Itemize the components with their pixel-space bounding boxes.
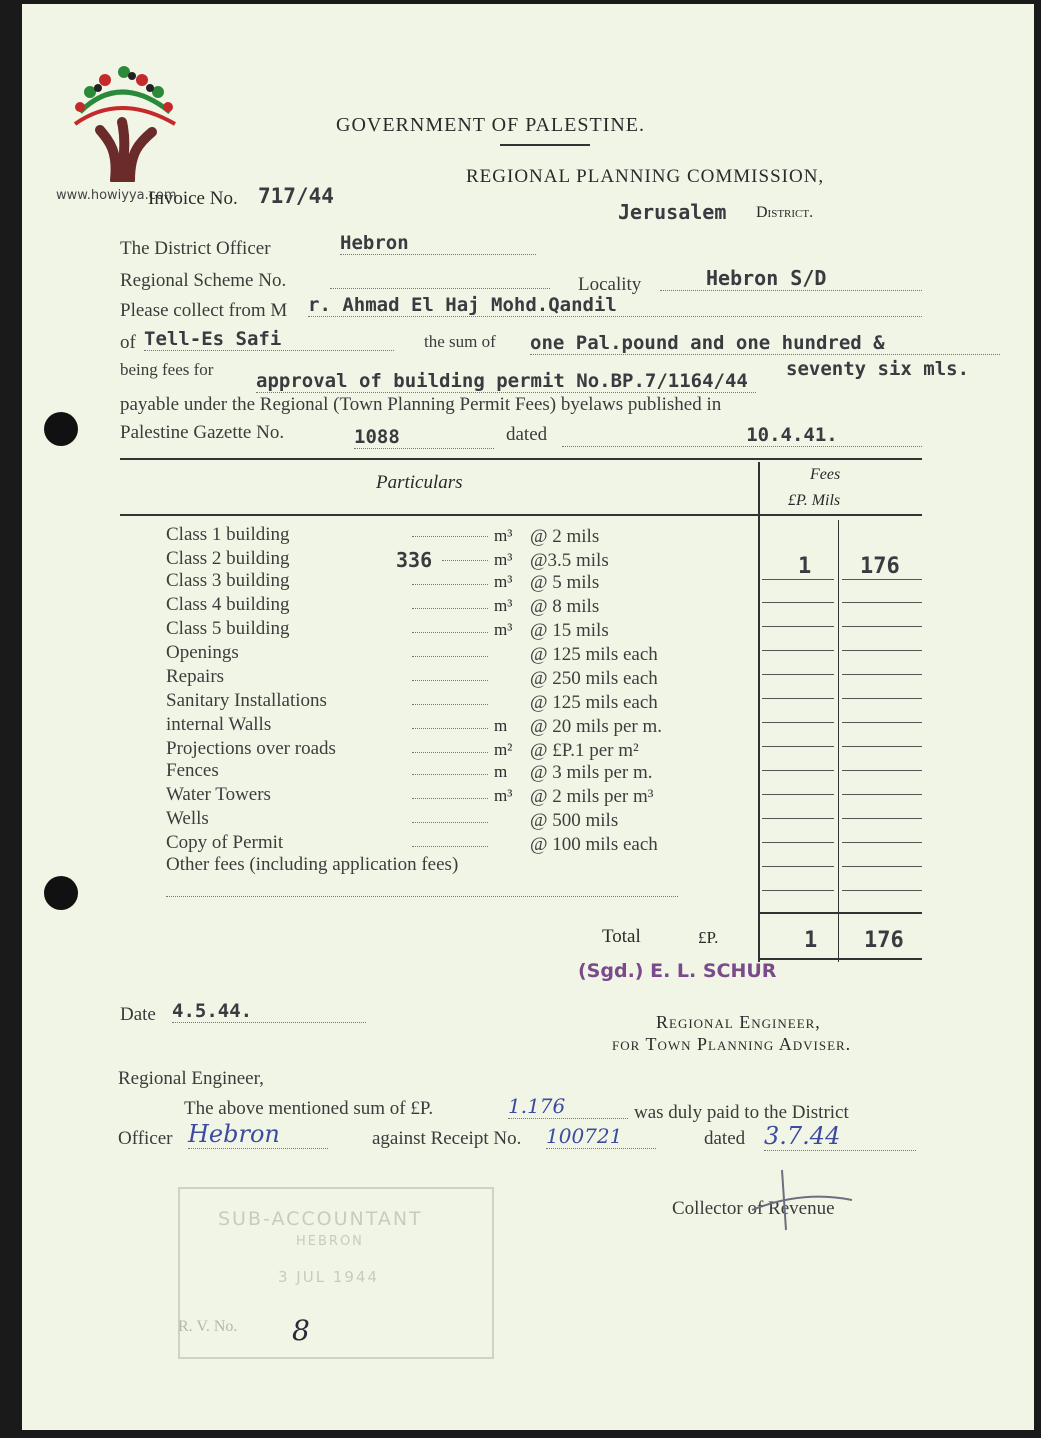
gazette-label: Palestine Gazette No. (120, 422, 285, 443)
table-row-name: Class 2 building (166, 548, 290, 569)
receipt-dated-label: dated (704, 1128, 746, 1149)
rate: @ 2 mils (530, 526, 600, 547)
table-row-name: Sanitary Installations (166, 690, 327, 711)
rv-value: 8 (292, 1314, 310, 1347)
table-row-name: Wells (166, 808, 209, 829)
qty-leader (412, 632, 488, 633)
rate: @ 20 mils per m. (530, 716, 663, 737)
stamp-line2: HEBRON (296, 1234, 364, 1249)
stamp-line1: SUB-ACCOUNTANT (218, 1208, 423, 1230)
receipt-amount: 1.176 (508, 1094, 628, 1119)
fee-row-rule (762, 818, 834, 819)
qty-leader (412, 822, 488, 823)
unit: m³ (494, 572, 513, 591)
fee-row-rule (762, 722, 834, 723)
total-label: Total (602, 926, 641, 947)
invoice-number: 717/44 (258, 184, 334, 208)
rate: @ 500 mils (530, 810, 619, 831)
fee-row-rule (842, 770, 922, 771)
date-value: 4.5.44. (172, 1000, 366, 1023)
fee-row-rule (842, 602, 922, 603)
qty-leader (412, 584, 488, 585)
signature-stamp: (Sgd.) E. L. SCHUR (578, 960, 777, 982)
qty-leader (412, 680, 488, 681)
fee-row-rule (842, 794, 922, 795)
invoice-label: Invoice No. (148, 188, 238, 209)
fees-for-label: being fees for (120, 360, 214, 379)
receipt-line1-prefix: The above mentioned sum of £P. (184, 1098, 434, 1119)
qty-leader (412, 704, 488, 705)
qty-leader (412, 536, 488, 537)
fee-row-rule (842, 698, 922, 699)
tree-logo-icon (60, 52, 190, 182)
total-top-rule (758, 912, 922, 914)
table-row-name: Class 4 building (166, 594, 290, 615)
collector-label: Collector of Revenue (672, 1198, 835, 1219)
qty-leader (412, 728, 488, 729)
total-pounds: 1 (804, 928, 818, 953)
officer-value: Hebron (340, 232, 536, 255)
unit: m (494, 716, 508, 735)
table-top-rule (120, 458, 922, 460)
scheme-label: Regional Scheme No. (120, 270, 287, 291)
fee-row-rule (762, 602, 834, 603)
signature-title-2: for Town Planning Adviser. (612, 1034, 852, 1054)
unit: m³ (494, 786, 513, 805)
sum-label: the sum of (424, 332, 496, 351)
district-value: Jerusalem (618, 200, 727, 224)
total-currency: £P. (698, 928, 719, 947)
fees-subheader: £P. Mils (788, 492, 841, 509)
fee-row-rule (842, 842, 922, 843)
receipt-number-label: against Receipt No. (372, 1128, 522, 1149)
fee-row-rule (842, 674, 922, 675)
sum-value-line2: seventy six mls. (786, 358, 970, 380)
unit: m³ (494, 620, 513, 639)
rate: @ 5 mils (530, 572, 600, 593)
qty-leader (412, 656, 488, 657)
receipt-line1-suffix: was duly paid to the District (634, 1102, 849, 1123)
logo (60, 52, 190, 182)
gazette-dated-value: 10.4.41. (562, 424, 922, 447)
receipt-officer-label: Officer (118, 1128, 173, 1149)
qty-leader (442, 560, 488, 561)
fees-for-value: approval of building permit No.BP.7/1164/44 (256, 370, 756, 393)
unit: m³ (494, 550, 513, 569)
date-label: Date (120, 1004, 156, 1025)
receipt-dated-value: 3.7.44 (764, 1122, 916, 1151)
title-rule (500, 144, 590, 146)
fee-pounds: 1 (798, 554, 812, 579)
fee-row-rule (762, 866, 834, 867)
collect-label: Please collect from M (120, 300, 288, 321)
fee-row-rule (762, 650, 834, 651)
fee-row-rule (762, 626, 834, 627)
qty-leader (412, 798, 488, 799)
fees-header: Fees (810, 466, 841, 483)
qty-leader (412, 608, 488, 609)
gazette-dated-label: dated (506, 424, 548, 445)
other-fees-leader (166, 896, 678, 897)
table-row-name: Other fees (including application fees) (166, 854, 459, 875)
fees-mid-rule (838, 520, 839, 962)
rate: @3.5 mils (530, 550, 609, 571)
table-row-name: Copy of Permit (166, 832, 284, 853)
total-bottom-rule (758, 958, 922, 960)
fee-row-rule (762, 794, 834, 795)
rv-label: R. V. No. (178, 1318, 238, 1335)
of-value: Tell-Es Safi (144, 328, 394, 351)
fee-row-rule (762, 890, 834, 891)
qty-leader (412, 752, 488, 753)
rate: @ 8 mils (530, 596, 600, 617)
fee-row-rule (762, 579, 834, 580)
collector-signature-mark (742, 1150, 862, 1240)
receipt-number: 100721 (546, 1124, 656, 1149)
locality-label: Locality (578, 274, 642, 295)
collect-value: r. Ahmad El Haj Mohd.Qandil (308, 294, 922, 317)
binder-hole (44, 412, 78, 446)
table-row-name: Repairs (166, 666, 225, 687)
qty-leader (412, 846, 488, 847)
receipt-salutation: Regional Engineer, (118, 1068, 264, 1089)
rate: @ 15 mils (530, 620, 609, 641)
table-row-name: Class 3 building (166, 570, 290, 591)
fee-row-rule (842, 818, 922, 819)
rate: @ 125 mils each (530, 692, 658, 713)
qty-leader (412, 774, 488, 775)
rate: @ £P.1 per m² (530, 740, 639, 761)
unit: m (494, 762, 508, 781)
fee-row-rule (842, 722, 922, 723)
fee-row-rule (762, 746, 834, 747)
table-row-name: Class 1 building (166, 524, 290, 545)
table-row-name: internal Walls (166, 714, 272, 735)
fee-row-rule (842, 650, 922, 651)
fee-row-rule (762, 842, 834, 843)
fee-row-rule (762, 674, 834, 675)
rate: @ 100 mils each (530, 834, 658, 855)
unit: m³ (494, 526, 513, 545)
table-row-name: Projections over roads (166, 738, 336, 759)
fee-row-rule (842, 866, 922, 867)
table-row-name: Class 5 building (166, 618, 290, 639)
class2-quantity: 336 (396, 548, 433, 572)
unit: m² (494, 740, 513, 759)
fees-left-rule (758, 462, 760, 962)
logo-watermark: www.howiyya.com (56, 188, 177, 203)
document-page (22, 4, 1034, 1430)
table-row-name: Water Towers (166, 784, 271, 805)
locality-value: Hebron S/D (660, 266, 922, 291)
payable-text: payable under the Regional (Town Planning Permit Fees) byelaws published in (120, 394, 722, 415)
rate: @ 125 mils each (530, 644, 658, 665)
stamp-date: 3 JUL 1944 (278, 1268, 380, 1286)
rate: @ 3 mils per m. (530, 762, 653, 783)
fee-row-rule (842, 626, 922, 627)
table-header-rule (120, 514, 922, 516)
officer-label: The District Officer (120, 238, 271, 259)
fee-row-rule (762, 770, 834, 771)
fee-mils: 176 (860, 554, 900, 579)
rate: @ 2 mils per m³ (530, 786, 654, 807)
rate: @ 250 mils each (530, 668, 658, 689)
scheme-value-line (330, 288, 550, 289)
total-mils: 176 (864, 928, 904, 953)
commission-title: REGIONAL PLANNING COMMISSION, (466, 166, 825, 187)
district-label: District. (756, 204, 814, 221)
fee-row-rule (762, 698, 834, 699)
fee-row-rule (842, 579, 922, 580)
table-row-name: Openings (166, 642, 239, 663)
signature-title-1: Regional Engineer, (656, 1012, 821, 1032)
table-row-name: Fences (166, 760, 219, 781)
gazette-number: 1088 (354, 426, 494, 449)
fee-row-rule (842, 746, 922, 747)
of-label: of (120, 332, 136, 353)
sum-value-line1: one Pal.pound and one hundred & (530, 332, 1000, 355)
binder-hole (44, 876, 78, 910)
government-title: GOVERNMENT OF PALESTINE. (336, 114, 646, 136)
receipt-officer-value: Hebron (188, 1120, 328, 1149)
unit: m³ (494, 596, 513, 615)
fee-row-rule (842, 890, 922, 891)
particulars-header: Particulars (376, 472, 463, 493)
